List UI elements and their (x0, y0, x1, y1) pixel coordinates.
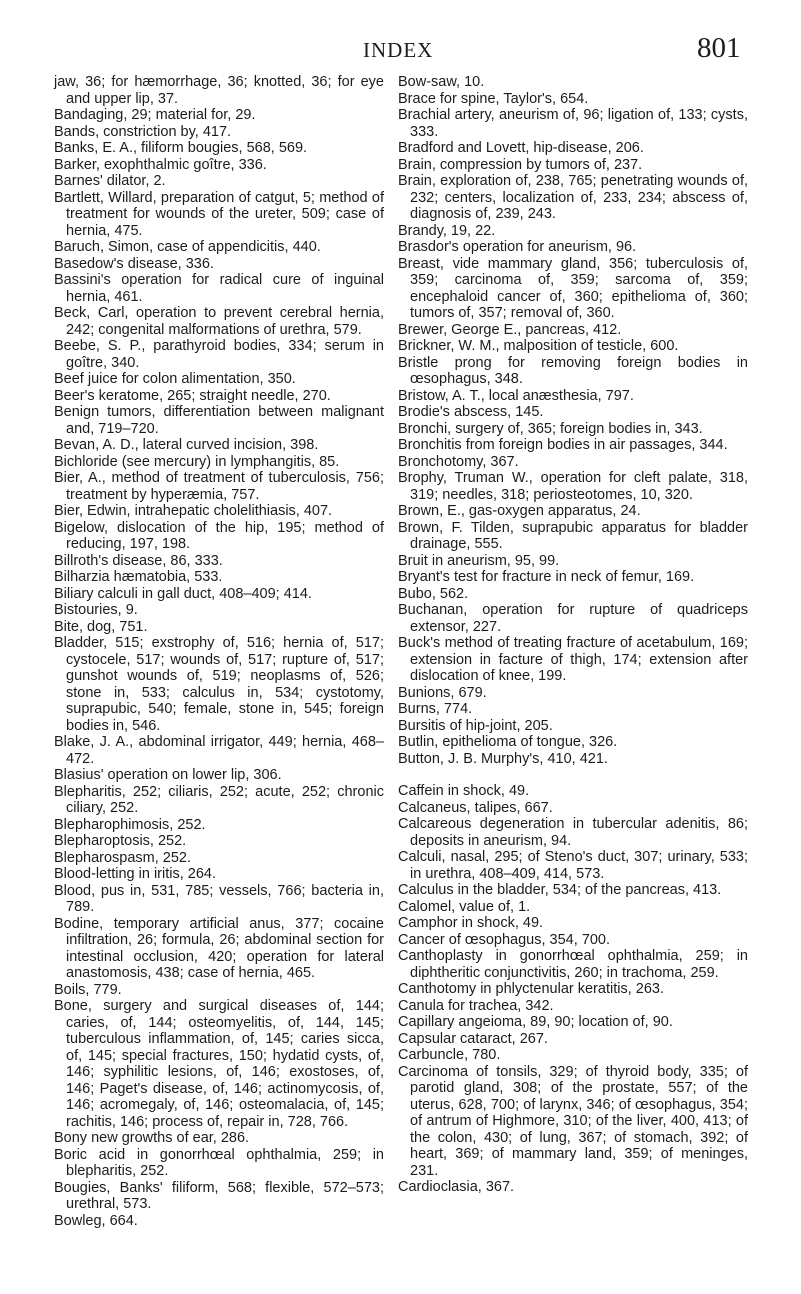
index-entry: Blasius' operation on lower lip, 306. (54, 767, 282, 783)
page-number: 801 (697, 32, 741, 64)
index-entry: Capsular cataract, 267. (398, 1030, 548, 1047)
index-entry: Calcareous degeneration in tubercular adenitis, 86; deposits in aneurism, 94. (398, 816, 748, 849)
index-entry: Bands, constriction by, 417. (54, 123, 232, 140)
index-entry: Bite, dog, 751. (54, 618, 148, 635)
index-entry: Brachial artery, aneurism of, 96; ligation of, 133; cysts, 333. (398, 107, 748, 140)
index-entry: Canthoplasty in gonorrhœal ophthalmia, 259; in diphtheritic conjunctivitis, 260; in trachoma, 259. (398, 948, 748, 981)
index-entry: Bandaging, 29; material for, 29. (54, 107, 256, 123)
index-entry: Bubo, 562. (398, 585, 469, 602)
index-entry: Billroth's disease, 86, 333. (54, 552, 223, 569)
index-entry: Brain, exploration of, 238, 765; penetrating wounds of, 232; centers, localization of, 233, 234; abscess of, diagnosis of, 239, 243. (398, 173, 748, 222)
index-column-left (54, 74, 384, 1229)
index-entry: Bier, Edwin, intrahepatic cholelithiasis, 407. (54, 503, 333, 519)
index-entry: Bone, surgery and surgical diseases of, 144; caries, of, 144; osteomyelitis, of, 144, 145; tuberculous inflammation, of, 145; caries sicca, of, 145; special fractures, 150; hydatid cysts, of, 146; syphilitic lesions, of, 146; exostoses, of, 146; Paget's disease, of, 146; actinomycosis, of, 146; acromegaly, of, 146; osteomalacia, of, 145; rachitis, 146; process of, repair in, 728, 766. (54, 998, 384, 1130)
index-entry: Bodine, temporary artificial anus, 377; cocaine infiltration, 26; formula, 26; abdominal section for intestinal occlusion, 420; operation for lateral anastomosis, 438; case of hernia, 465. (54, 915, 384, 981)
index-entry: Brandy, 19, 22. (398, 222, 496, 239)
index-entry: Button, J. B. Murphy's, 410, 421. (398, 750, 608, 767)
index-entry: Bunions, 679. (398, 684, 487, 701)
index-entry: Bigelow, dislocation of the hip, 195; method of reducing, 197, 198. (54, 519, 384, 552)
index-entry: Bilharzia hæmatobia, 533. (54, 569, 223, 585)
index-entry: Beer's keratome, 265; straight needle, 270. (54, 387, 331, 404)
index-entry: Brewer, George E., pancreas, 412. (398, 321, 622, 338)
index-entry: Brown, F. Tilden, suprapubic apparatus for bladder drainage, 555. (398, 519, 748, 552)
index-entry: Blake, J. A., abdominal irrigator, 449; hernia, 468–472. (54, 734, 384, 767)
index-entry: Bistouries, 9. (54, 602, 138, 618)
index-entry: Beck, Carl, operation to prevent cerebral hernia, 242; congenital malformations of urethra, 579. (54, 305, 384, 338)
index-entry: Bow-saw, 10. (398, 74, 485, 90)
index-entry: Bronchi, surgery of, 365; foreign bodies in, 343. (398, 420, 703, 437)
index-entry: Bursitis of hip-joint, 205. (398, 717, 553, 734)
index-entry: Bartlett, Willard, preparation of catgut, 5; method of treatment for wounds of the ureter, 509; case of hernia, 475. (54, 189, 384, 239)
index-entry: Bradford and Lovett, hip-disease, 206. (398, 140, 644, 156)
index-entry: Bryant's test for fracture in neck of femur, 169. (398, 569, 695, 585)
index-entry: Bladder, 515; exstrophy of, 516; hernia of, 517; cystocele, 517; wounds of, 517; rupture of, 517; gunshot wounds of, 519; neoplasms of, 526; stone in, 533; calculus in, 534; cystotomy, suprapubic, 540; female, stone in, 545; foreign bodies in, 546. (54, 635, 384, 734)
page-title: INDEX (363, 38, 434, 62)
index-entry: Caffein in shock, 49. (398, 783, 530, 799)
index-entry: Biliary calculi in gall duct, 408–409; 414. (54, 585, 312, 602)
index-entry: Boils, 779. (54, 981, 122, 998)
index-entry: Canthotomy in phlyctenular keratitis, 263. (398, 981, 664, 997)
index-entry: Bronchitis from foreign bodies in air passages, 344. (398, 437, 728, 453)
index-entry: Breast, vide mammary gland, 356; tuberculosis of, 359; carcinoma of, 359; sarcoma of, 359; encephaloid cancer of, 360; epithelioma of, 360; tumors of, 357; removal of, 360. (398, 255, 748, 321)
index-column-right (398, 74, 748, 1196)
index-entry: Carcinoma of tonsils, 329; of thyroid body, 335; of parotid gland, 308; of the prostate, 557; of the uterus, 628, 700; of larynx, 346; of œsophagus, 354; of antrum of Highmore, 310; of the liver, 400, 413; of the colon, 430; of lung, 367; of stomach, 392; of heart, 369; of mammary land, 359; of meninges, 231. (398, 1063, 748, 1179)
index-entry: Calculus in the bladder, 534; of the pancreas, 413. (398, 882, 722, 898)
index-entry: Buchanan, operation for rupture of quadriceps extensor, 227. (398, 602, 748, 635)
index-entry: Bronchotomy, 367. (398, 453, 519, 470)
index-entry: Blood, pus in, 531, 785; vessels, 766; bacteria in, 789. (54, 882, 384, 915)
index-entry: Baruch, Simon, case of appendicitis, 440. (54, 239, 321, 255)
index-entry: Bougies, Banks' filiform, 568; flexible, 572–573; urethral, 573. (54, 1179, 384, 1212)
index-entry: Blepharoptosis, 252. (54, 833, 187, 849)
index-entry: Camphor in shock, 49. (398, 915, 544, 931)
index-entry: Brickner, W. M., malposition of testicle, 600. (398, 338, 679, 354)
index-entry: Bony new growths of ear, 286. (54, 1130, 250, 1146)
index-entry: Bassini's operation for radical cure of inguinal hernia, 461. (54, 272, 384, 305)
index-entry: Calculi, nasal, 295; of Steno's duct, 307; urinary, 533; in urethra, 408–409, 414, 573. (398, 849, 748, 882)
index-entry: Calomel, value of, 1. (398, 898, 531, 915)
index-entry: Basedow's disease, 336. (54, 255, 214, 272)
index-entry: Calcaneus, talipes, 667. (398, 799, 553, 816)
index-entry: Bichloride (see mercury) in lymphangitis, 85. (54, 453, 340, 470)
index-entry: Barnes' dilator, 2. (54, 173, 166, 189)
index-entry: Butlin, epithelioma of tongue, 326. (398, 734, 618, 750)
index-entry: Buck's method of treating fracture of acetabulum, 169; extension in facture of thigh, 174; extension after dislocation of knee, 199. (398, 635, 748, 684)
index-entry: Blepharitis, 252; ciliaris, 252; acute, 252; chronic ciliary, 252. (54, 783, 384, 816)
index-entry: Blepharospasm, 252. (54, 849, 192, 866)
index-entry: Carbuncle, 780. (398, 1047, 501, 1063)
letter-section-gap (398, 767, 748, 783)
index-entry: Brophy, Truman W., operation for cleft palate, 318, 319; needles, 318; periosteotomes, 10, 320. (398, 470, 748, 503)
index-entry: Banks, E. A., filiform bougies, 568, 569. (54, 140, 308, 156)
index-entry: Bier, A., method of treatment of tuberculosis, 756; treatment by hyperæmia, 757. (54, 470, 384, 503)
index-entry: Bevan, A. D., lateral curved incision, 398. (54, 437, 319, 453)
index-entry: Brown, E., gas-oxygen apparatus, 24. (398, 503, 641, 519)
index-entry: Brace for spine, Taylor's, 654. (398, 90, 589, 107)
index-entry: jaw, 36; for hæmorrhage, 36; knotted, 36; for eye and upper lip, 37. (54, 74, 384, 107)
index-entry: Capillary angeioma, 89, 90; location of, 90. (398, 1014, 673, 1030)
index-entry: Boric acid in gonorrhœal ophthalmia, 259; in blepharitis, 252. (54, 1146, 384, 1179)
index-entry: Brain, compression by tumors of, 237. (398, 156, 643, 173)
index-entry: Bristle prong for removing foreign bodies in œsophagus, 348. (398, 354, 748, 387)
index-entry: Bowleg, 664. (54, 1212, 138, 1229)
index-entry: Bruit in aneurism, 95, 99. (398, 552, 560, 569)
index-entry: Blood-letting in iritis, 264. (54, 866, 216, 882)
page-header (0, 32, 801, 68)
index-entry: Brodie's abscess, 145. (398, 404, 544, 420)
index-entry: Canula for trachea, 342. (398, 997, 554, 1014)
index-entry: Burns, 774. (398, 701, 473, 717)
index-entry: Bristow, A. T., local anæsthesia, 797. (398, 387, 634, 404)
index-entry: Beef juice for colon alimentation, 350. (54, 371, 296, 387)
index-entry: Barker, exophthalmic goître, 336. (54, 156, 267, 173)
index-entry: Benign tumors, differentiation between malignant and, 719–720. (54, 404, 384, 437)
index-entry: Brasdor's operation for aneurism, 96. (398, 239, 637, 255)
index-entry: Cardioclasia, 367. (398, 1179, 515, 1195)
index-entry: Cancer of œsophagus, 354, 700. (398, 931, 610, 948)
index-entry: Beebe, S. P., parathyroid bodies, 334; serum in goître, 340. (54, 338, 384, 371)
index-entry: Blepharophimosis, 252. (54, 816, 206, 833)
